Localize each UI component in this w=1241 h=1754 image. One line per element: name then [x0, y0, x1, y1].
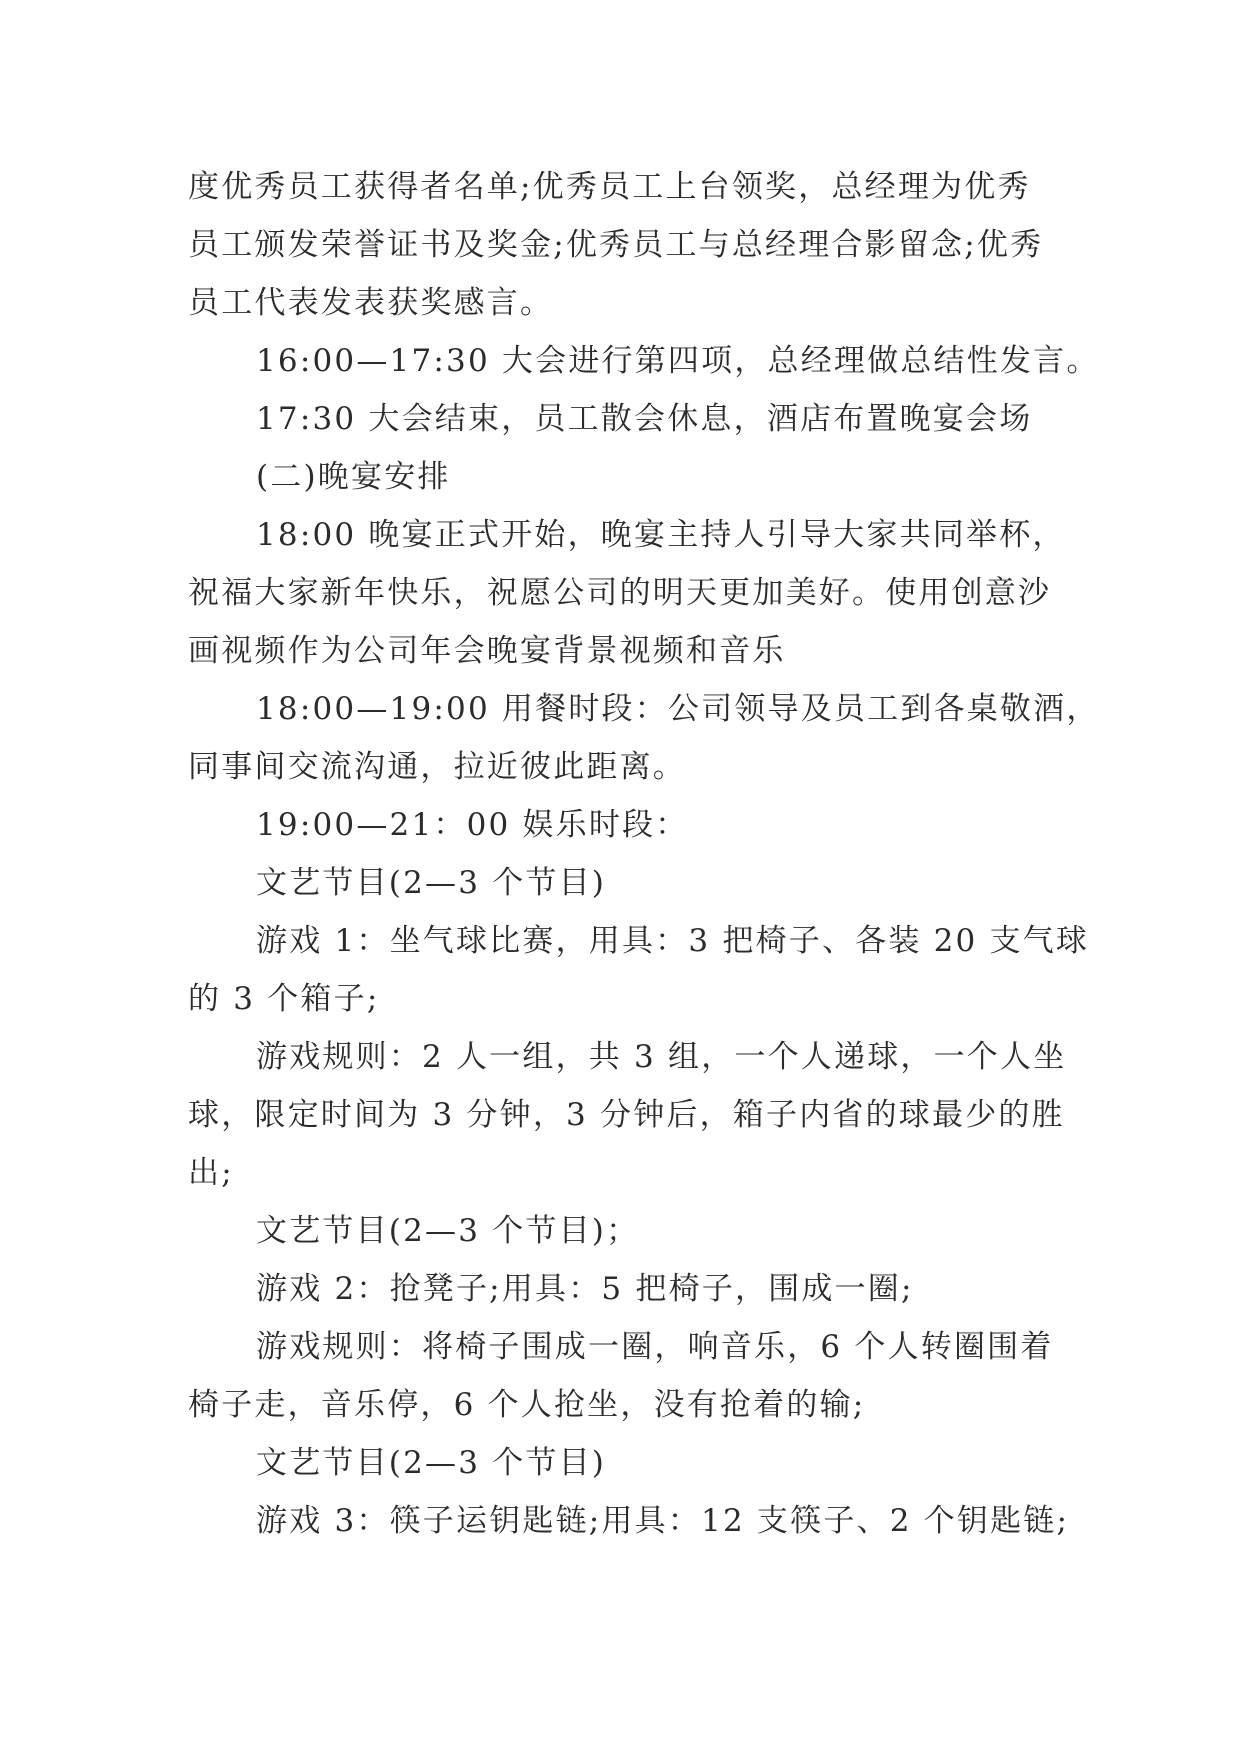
text-line: 文艺节目(2—3 个节目): [256, 865, 607, 901]
text-line: 员工代表发表获奖感言。: [188, 285, 554, 321]
text-line: 文艺节目(2—3 个节目)；: [256, 1213, 640, 1249]
text-line: 游戏规则：2 人一组，共 3 组，一个人递球，一个人坐: [256, 1039, 1067, 1075]
text-line: 画视频作为公司年会晚宴背景视频和音乐: [188, 633, 786, 669]
document-body: [188, 158, 1100, 1550]
text-line: 椅子走，音乐停，6 个人抢坐，没有抢着的输;: [188, 1387, 866, 1423]
text-line: 18:00—19:00 用餐时段：公司领导及员工到各桌敬酒，: [256, 691, 1100, 727]
text-line: 游戏规则：将椅子围成一圈，响音乐，6 个人转圈围着: [256, 1329, 1054, 1365]
text-line: 游戏 1：坐气球比赛，用具：3 把椅子、各装 20 支气球: [256, 923, 1090, 959]
text-line: 18:00 晚宴正式开始，晚宴主持人引导大家共同举杯，: [256, 517, 1066, 553]
text-line: 球，限定时间为 3 分钟，3 分钟后，箱子内省的球最少的胜: [188, 1097, 1065, 1133]
text-line: 出;: [188, 1155, 234, 1191]
text-line: 度优秀员工获得者名单;优秀员工上台领奖，总经理为优秀: [188, 169, 1031, 205]
text-line: 的 3 个箱子;: [188, 981, 380, 1017]
text-line: 17:30 大会结束，员工散会休息，酒店布置晚宴会场: [256, 401, 1033, 437]
section-heading: (二)晚宴安排: [256, 459, 451, 495]
text-line: 员工颁发荣誉证书及奖金;优秀员工与总经理合影留念;优秀: [188, 227, 1044, 263]
text-line: 游戏 3：筷子运钥匙链;用具：12 支筷子、2 个钥匙链;: [256, 1503, 1070, 1539]
text-line: 16:00—17:30 大会进行第四项，总经理做总结性发言。: [256, 343, 1100, 379]
text-line: 19:00—21：00 娱乐时段：: [256, 807, 689, 843]
text-line: 同事间交流沟通，拉近彼此距离。: [188, 749, 686, 785]
text-line: 游戏 2：抢凳子;用具：5 把椅子，围成一圈;: [256, 1271, 914, 1307]
text-line: 文艺节目(2—3 个节目): [256, 1445, 607, 1481]
text-line: 祝福大家新年快乐，祝愿公司的明天更加美好。使用创意沙: [188, 575, 1052, 611]
